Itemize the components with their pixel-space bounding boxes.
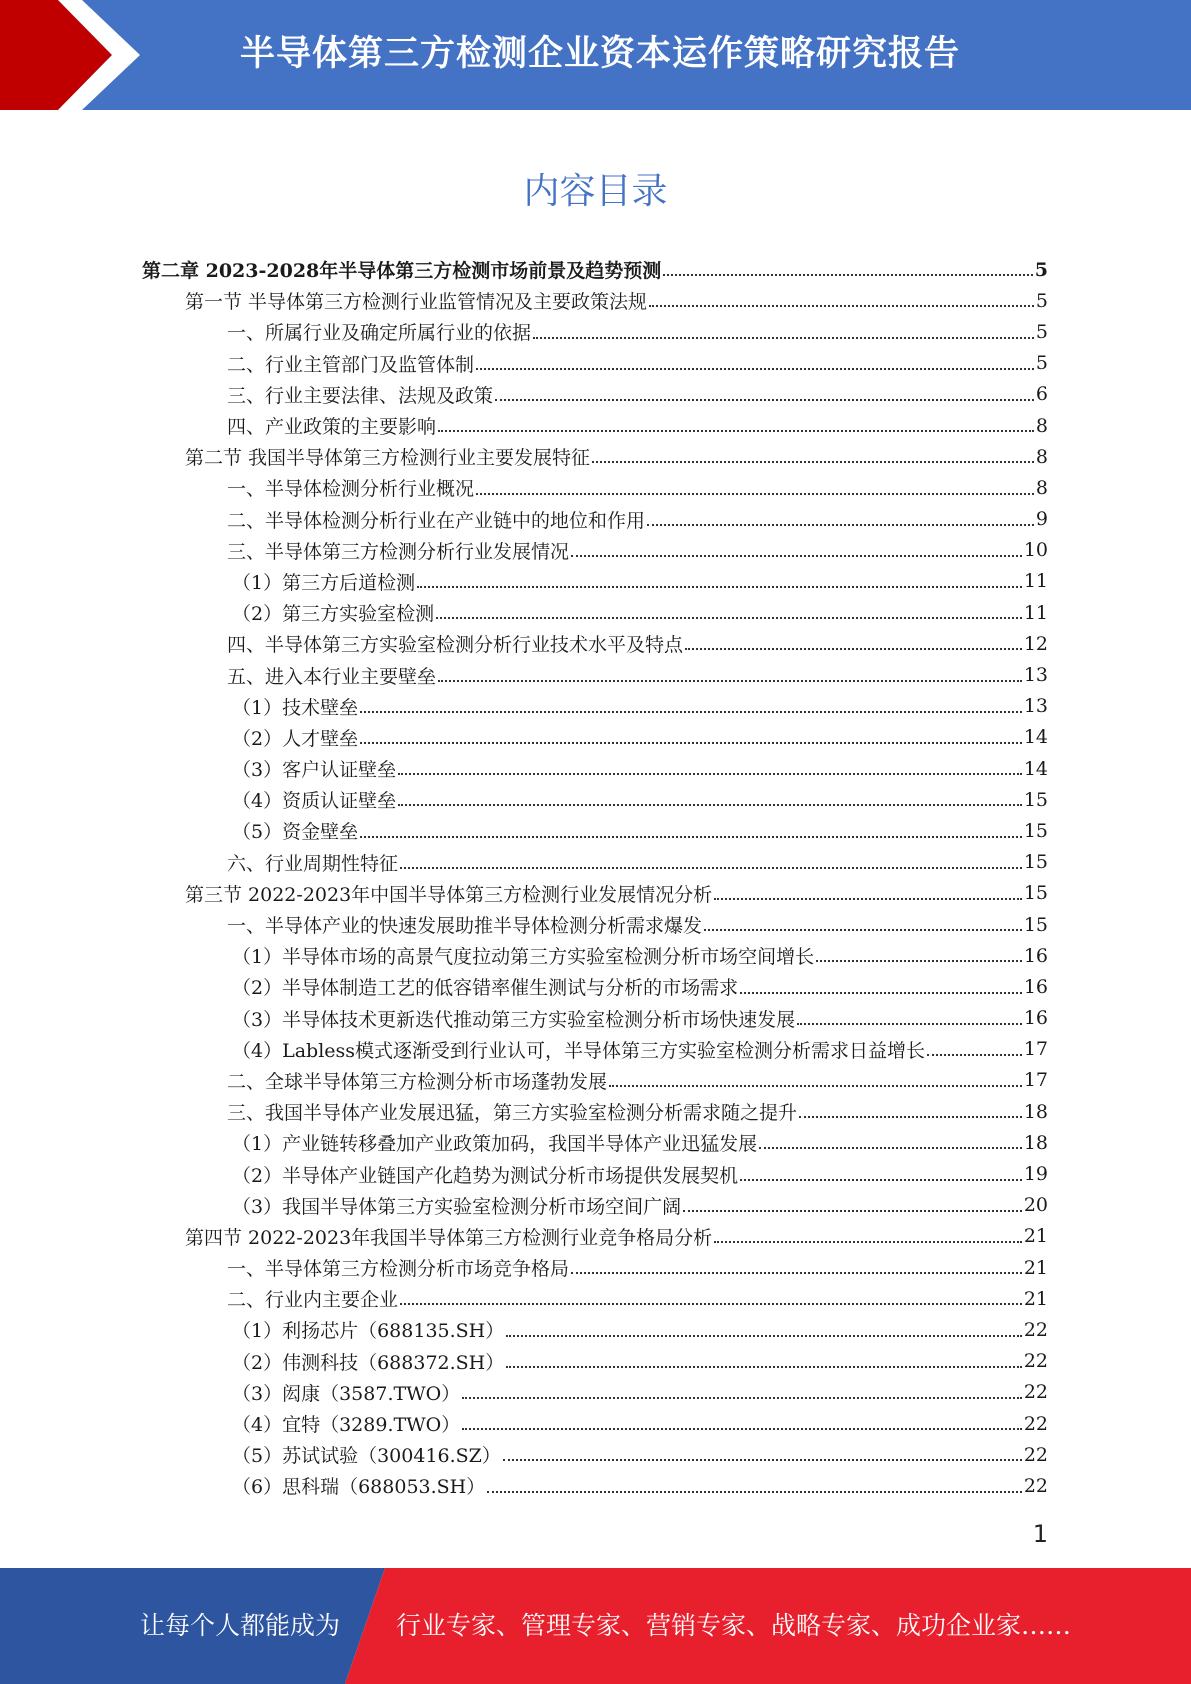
- toc-entry-label: 一、半导体产业的快速发展助推半导体检测分析需求爆发: [227, 915, 703, 938]
- toc-entry-label: 三、我国半导体产业发展迅猛，第三方实验室检测分析需求随之提升: [227, 1102, 798, 1125]
- toc-entry[interactable]: [142, 1346, 1048, 1377]
- toc-entry[interactable]: [142, 1283, 1048, 1314]
- toc-entry-label: 三、行业主要法律、法规及政策: [227, 384, 494, 407]
- toc-entry-page: 13: [1023, 695, 1048, 718]
- toc-entry[interactable]: [142, 1377, 1048, 1408]
- toc-entry-page: 17: [1023, 1069, 1048, 1092]
- toc-dot-leader: [740, 991, 1022, 994]
- toc-dot-leader: [799, 1115, 1022, 1118]
- toc-dot-leader: [683, 1209, 1022, 1212]
- toc-dot-leader: [487, 1490, 1022, 1493]
- toc-dot-leader: [927, 1053, 1022, 1056]
- toc-dot-leader: [436, 616, 1022, 619]
- toc-entry[interactable]: [142, 1314, 1048, 1345]
- toc-dot-leader: [400, 1302, 1022, 1305]
- toc-entry-page: 22: [1023, 1381, 1048, 1404]
- toc-entry-page: 10: [1023, 539, 1048, 562]
- toc-entry[interactable]: [142, 1127, 1048, 1158]
- toc-entry[interactable]: [142, 878, 1048, 909]
- toc-entry-page: 22: [1023, 1474, 1048, 1497]
- toc-entry-page: 15: [1023, 819, 1048, 842]
- toc-dot-leader: [503, 1458, 1022, 1461]
- toc-entry-label: （2）半导体制造工艺的低容错率催生测试与分析的市场需求: [232, 977, 739, 1000]
- toc-entry-label: （3）闳康（3587.TWO）: [232, 1382, 461, 1405]
- toc-dot-leader: [647, 523, 1034, 526]
- toc-entry-label: （5）资金壁垒: [232, 821, 359, 844]
- toc-entry[interactable]: [142, 1034, 1048, 1065]
- toc-dot-leader: [571, 554, 1022, 557]
- toc-entry[interactable]: [142, 441, 1048, 472]
- toc-dot-leader: [533, 336, 1034, 339]
- toc-entry-page: 12: [1023, 632, 1048, 655]
- toc-entry-page: 21: [1023, 1256, 1048, 1279]
- toc-entry[interactable]: [142, 909, 1048, 940]
- toc-entry-label: （2）第三方实验室检测: [232, 603, 435, 626]
- toc-entry[interactable]: [142, 566, 1048, 597]
- toc-entry[interactable]: [142, 659, 1048, 690]
- toc-dot-leader: [740, 1178, 1022, 1181]
- toc-entry[interactable]: [142, 1221, 1048, 1252]
- toc-dot-leader: [417, 585, 1022, 588]
- toc-dot-leader: [400, 866, 1022, 869]
- toc-entry[interactable]: [142, 535, 1048, 566]
- toc-entry-label: （6）思科瑞（688053.SH）: [232, 1476, 486, 1499]
- toc-dot-leader: [649, 304, 1034, 307]
- toc-entry-label: （4）宜特（3289.TWO）: [232, 1414, 461, 1437]
- toc-entry-label: 四、半导体第三方实验室检测分析行业技术水平及特点: [227, 634, 684, 657]
- footer-band: [0, 1568, 1191, 1684]
- table-of-contents: [142, 254, 1048, 1502]
- toc-dot-leader: [506, 1365, 1022, 1368]
- toc-entry-page: 5: [1035, 352, 1048, 375]
- toc-entry-label: 第四节 2022-2023年我国半导体第三方检测行业竞争格局分析: [185, 1226, 713, 1249]
- toc-entry[interactable]: [142, 472, 1048, 503]
- toc-entry[interactable]: [142, 410, 1048, 441]
- toc-dot-leader: [571, 1271, 1022, 1274]
- toc-entry-page: 5: [1034, 258, 1048, 281]
- toc-dot-leader: [714, 1240, 1022, 1243]
- toc-entry-page: 22: [1023, 1412, 1048, 1435]
- toc-entry-page: 16: [1023, 944, 1048, 967]
- toc-entry[interactable]: [142, 753, 1048, 784]
- toc-entry-label: （3）我国半导体第三方实验室检测分析市场空间广阔: [232, 1195, 682, 1218]
- toc-dot-leader: [476, 367, 1034, 370]
- toc-entry-label: （1）技术壁垒: [232, 696, 359, 719]
- toc-entry-page: 9: [1035, 508, 1048, 531]
- toc-entry-label: （3）半导体技术更新迭代推动第三方实验室检测分析市场快速发展: [232, 1008, 796, 1031]
- toc-dot-leader: [797, 1022, 1022, 1025]
- toc-entry-label: 三、半导体第三方检测分析行业发展情况: [227, 540, 570, 563]
- toc-entry[interactable]: [142, 691, 1048, 722]
- toc-entry-label: （1）产业链转移叠加产业政策加码，我国半导体产业迅猛发展: [232, 1133, 758, 1156]
- toc-entry[interactable]: [142, 1158, 1048, 1189]
- toc-entry-page: 18: [1023, 1100, 1048, 1123]
- toc-entry-label: （1）第三方后道检测: [232, 571, 416, 594]
- report-title: 半导体第三方检测企业资本运作策略研究报告: [239, 34, 960, 74]
- toc-entry[interactable]: [142, 504, 1048, 535]
- toc-entry-page: 17: [1023, 1038, 1048, 1061]
- toc-entry-label: 二、半导体检测分析行业在产业链中的地位和作用: [227, 509, 646, 532]
- toc-entry-page: 14: [1023, 726, 1048, 749]
- toc-entry-page: 22: [1023, 1443, 1048, 1466]
- toc-entry-label: （2）伟测科技（688372.SH）: [232, 1351, 505, 1374]
- toc-entry[interactable]: [142, 784, 1048, 815]
- toc-entry[interactable]: [142, 1439, 1048, 1470]
- page-number: 1: [1032, 1520, 1048, 1548]
- toc-entry-page: 16: [1023, 1007, 1048, 1030]
- toc-entry[interactable]: [142, 847, 1048, 878]
- toc-entry-page: 22: [1023, 1350, 1048, 1373]
- toc-entry[interactable]: [142, 722, 1048, 753]
- toc-entry[interactable]: [142, 815, 1048, 846]
- toc-entry-label: （2）半导体产业链国产化趋势为测试分析市场提供发展契机: [232, 1164, 739, 1187]
- toc-entry[interactable]: [142, 1096, 1048, 1127]
- toc-dot-leader: [714, 897, 1022, 900]
- toc-dot-leader: [398, 803, 1022, 806]
- toc-entry-label: （4）资质认证壁垒: [232, 790, 397, 813]
- toc-entry[interactable]: [142, 1408, 1048, 1439]
- toc-entry-label: （2）人才壁垒: [232, 727, 359, 750]
- toc-entry-page: 8: [1035, 414, 1048, 437]
- toc-dot-leader: [438, 429, 1034, 432]
- toc-entry-page: 11: [1023, 570, 1048, 593]
- toc-entry-label: 一、所属行业及确定所属行业的依据: [227, 322, 532, 345]
- toc-dot-leader: [398, 772, 1022, 775]
- toc-dot-leader: [685, 647, 1022, 650]
- toc-dot-leader: [360, 710, 1022, 713]
- toc-entry-label: （3）客户认证壁垒: [232, 759, 397, 782]
- toc-dot-leader: [360, 741, 1022, 744]
- toc-entry[interactable]: [142, 628, 1048, 659]
- toc-entry-label: 五、进入本行业主要壁垒: [227, 665, 437, 688]
- toc-dot-leader: [663, 273, 1033, 276]
- toc-entry-label: 第三节 2022-2023年中国半导体第三方检测行业发展情况分析: [185, 883, 713, 906]
- toc-entry-page: 15: [1023, 913, 1048, 936]
- toc-entry-page: 5: [1035, 320, 1048, 343]
- toc-entry-page: 8: [1035, 476, 1048, 499]
- toc-entry[interactable]: [142, 1470, 1048, 1501]
- toc-entry[interactable]: [142, 1190, 1048, 1221]
- toc-dot-leader: [759, 1146, 1022, 1149]
- toc-dot-leader: [816, 959, 1022, 962]
- footer-slogan-right: 行业专家、管理专家、营销专家、战略专家、成功企业家……: [396, 1611, 1072, 1640]
- toc-entry[interactable]: [142, 597, 1048, 628]
- toc-entry-page: 13: [1023, 664, 1048, 687]
- toc-entry-label: 一、半导体第三方检测分析市场竞争格局: [227, 1258, 570, 1281]
- toc-dot-leader: [506, 1334, 1022, 1337]
- toc-entry-label: 第二节 我国半导体第三方检测行业主要发展特征: [185, 447, 591, 470]
- toc-entry-label: 二、行业主管部门及监管体制: [227, 353, 475, 376]
- toc-entry[interactable]: [142, 379, 1048, 410]
- toc-entry-label: （4）Labless模式逐渐受到行业认可，半导体第三方实验室检测分析需求日益增长: [232, 1039, 926, 1062]
- toc-entry-page: 20: [1023, 1194, 1048, 1217]
- toc-entry[interactable]: [142, 316, 1048, 347]
- toc-dot-leader: [360, 835, 1022, 838]
- toc-entry-label: 第二章 2023-2028年半导体第三方检测市场前景及趋势预测: [142, 260, 662, 283]
- toc-entry-page: 22: [1023, 1318, 1048, 1341]
- toc-dot-leader: [438, 679, 1022, 682]
- toc-dot-leader: [592, 460, 1034, 463]
- toc-entry-page: 21: [1023, 1225, 1048, 1248]
- toc-entry-page: 19: [1023, 1163, 1048, 1186]
- toc-entry-label: 第一节 半导体第三方检测行业监管情况及主要政策法规: [185, 291, 648, 314]
- toc-entry-page: 18: [1023, 1131, 1048, 1154]
- toc-entry-page: 6: [1035, 383, 1048, 406]
- toc-heading: 内容目录: [523, 171, 668, 212]
- toc-entry-page: 21: [1023, 1287, 1048, 1310]
- toc-entry-label: （5）苏试试验（300416.SZ）: [232, 1445, 501, 1468]
- toc-entry-page: 14: [1023, 757, 1048, 780]
- toc-dot-leader: [476, 492, 1034, 495]
- toc-entry-label: 二、行业内主要企业: [227, 1289, 399, 1312]
- toc-dot-leader: [609, 1084, 1022, 1087]
- toc-entry[interactable]: [142, 971, 1048, 1002]
- toc-entry-label: （1）利扬芯片（688135.SH）: [232, 1320, 505, 1343]
- toc-entry-label: 六、行业周期性特征: [227, 852, 399, 875]
- footer-slogan-left: 让每个人都能成为: [140, 1611, 341, 1640]
- toc-entry-page: 5: [1035, 289, 1048, 312]
- toc-entry-page: 15: [1023, 788, 1048, 811]
- toc-dot-leader: [462, 1427, 1022, 1430]
- toc-entry[interactable]: [142, 1003, 1048, 1034]
- toc-dot-leader: [495, 398, 1034, 401]
- toc-entry-label: 四、产业政策的主要影响: [227, 416, 437, 439]
- toc-entry[interactable]: [142, 940, 1048, 971]
- toc-entry[interactable]: [142, 1065, 1048, 1096]
- toc-entry-page: 15: [1023, 882, 1048, 905]
- toc-dot-leader: [462, 1396, 1022, 1399]
- toc-entry[interactable]: [142, 348, 1048, 379]
- toc-entry-page: 8: [1035, 445, 1048, 468]
- toc-entry-label: 一、半导体检测分析行业概况: [227, 478, 475, 501]
- toc-entry-page: 16: [1023, 975, 1048, 998]
- header-band: [0, 0, 1191, 110]
- toc-entry[interactable]: [142, 254, 1048, 285]
- toc-dot-leader: [704, 928, 1022, 931]
- toc-entry-label: 二、全球半导体第三方检测分析市场蓬勃发展: [227, 1070, 608, 1093]
- toc-entry[interactable]: [142, 1252, 1048, 1283]
- toc-entry-page: 11: [1023, 601, 1048, 624]
- toc-entry-page: 15: [1023, 851, 1048, 874]
- toc-entry[interactable]: [142, 285, 1048, 316]
- toc-entry-label: （1）半导体市场的高景气度拉动第三方实验室检测分析市场空间增长: [232, 946, 815, 969]
